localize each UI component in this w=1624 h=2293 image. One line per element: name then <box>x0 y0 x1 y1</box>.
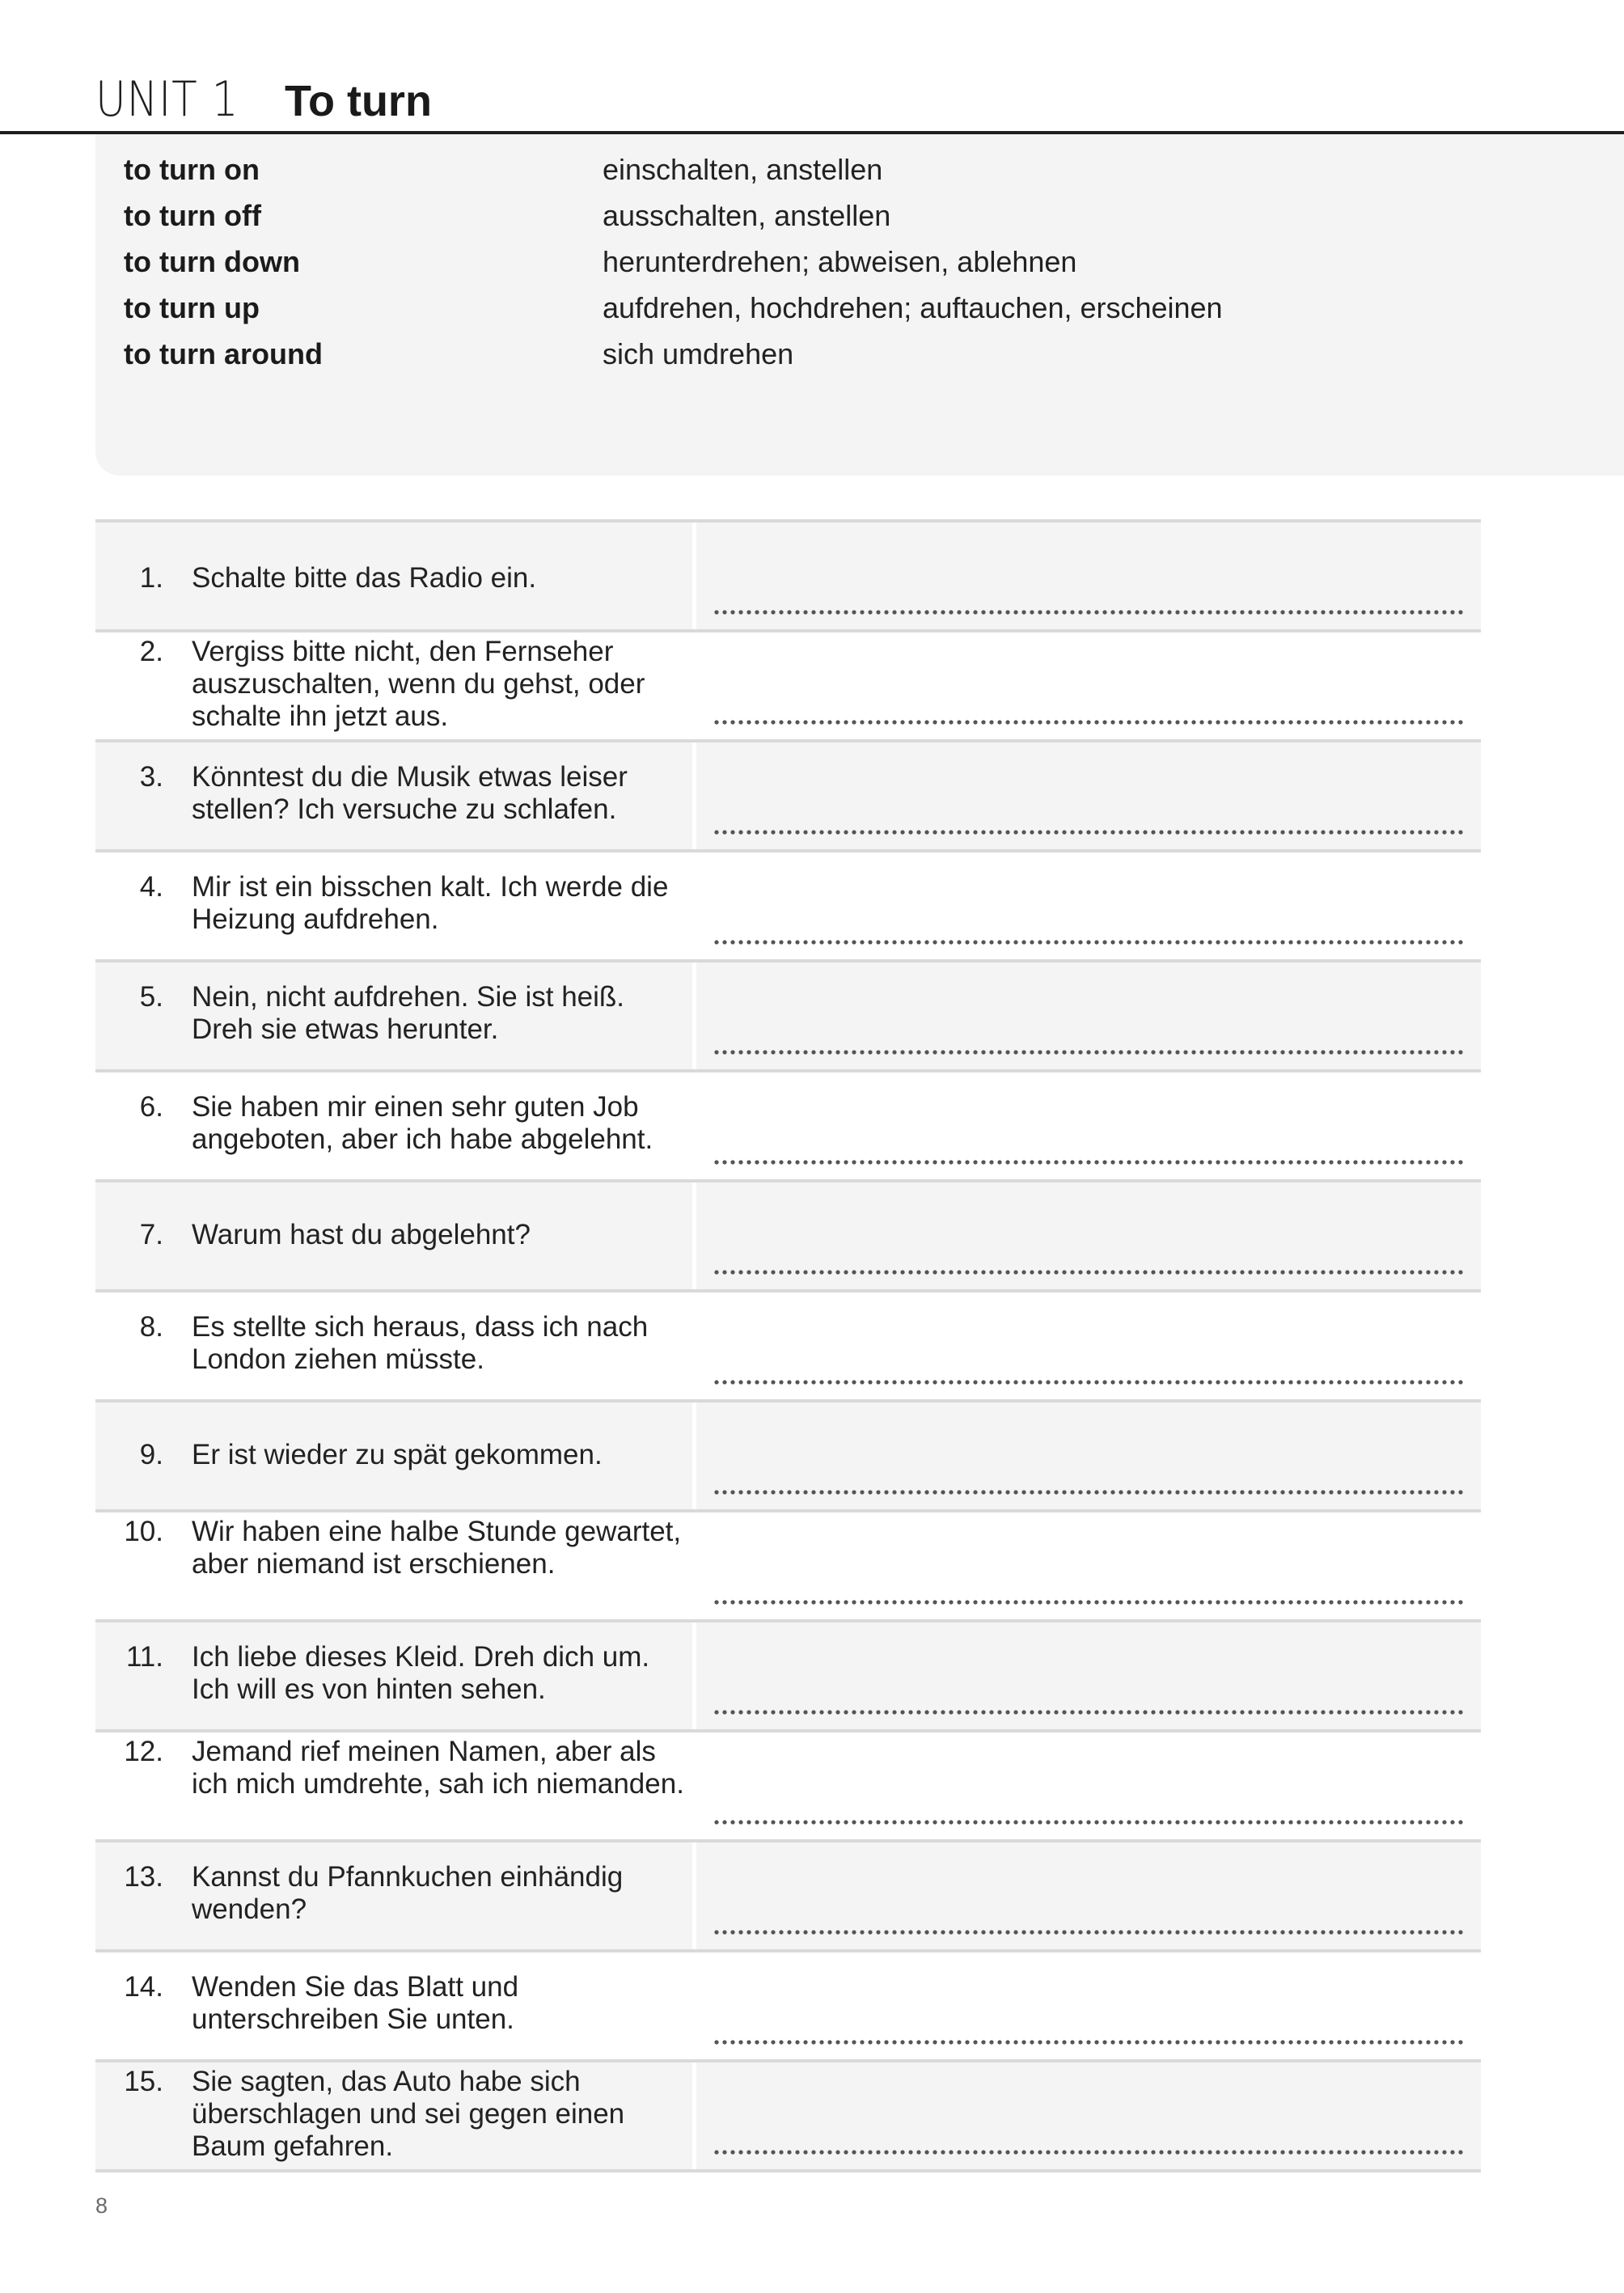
exercise-number: 1. <box>139 562 163 594</box>
answer-cell <box>696 1622 1481 1729</box>
vocab-english: to turn down <box>124 245 300 278</box>
exercise-row <box>95 1402 1481 1512</box>
vocab-german: herunterdrehen; abweisen, ablehnen <box>603 245 1077 278</box>
exercise-prompt-cell <box>95 1952 692 2059</box>
exercise-number: 2. <box>139 636 163 667</box>
exercise-number: 8. <box>139 1311 163 1343</box>
exercise-text: Könntest du die Musik etwas leiser stellen? Ich versuche zu schlafen. <box>192 761 628 825</box>
answer-line[interactable] <box>713 830 1463 835</box>
exercise-prompt-cell <box>95 852 692 959</box>
answer-line[interactable] <box>713 1820 1463 1825</box>
answer-line[interactable] <box>713 1270 1463 1275</box>
answer-cell <box>696 1842 1481 1949</box>
answer-line[interactable] <box>713 1710 1463 1715</box>
exercise-table <box>95 519 1481 2172</box>
exercise-number: 13. <box>124 1861 163 1893</box>
exercise-row <box>95 1622 1481 1732</box>
exercise-row <box>95 1842 1481 1952</box>
exercise-prompt-cell <box>95 522 692 629</box>
answer-line[interactable] <box>713 1600 1463 1605</box>
page-header <box>95 71 432 128</box>
answer-cell <box>696 1512 1481 1619</box>
exercise-number: 4. <box>139 871 163 903</box>
exercise-row <box>95 1512 1481 1622</box>
vocab-row <box>124 192 1580 239</box>
exercise-text: Wenden Sie das Blatt und unterschreiben Sie unten. <box>192 1971 519 2035</box>
exercise-text: Sie sagten, das Auto habe sich überschlagen und sei gegen einen Baum gefahren. <box>192 2066 625 2162</box>
answer-line[interactable] <box>713 720 1463 725</box>
answer-cell <box>696 962 1481 1069</box>
exercise-text: Warum hast du abgelehnt? <box>192 1219 531 1250</box>
exercise-prompt-cell <box>95 1402 692 1509</box>
unit-title: To turn <box>285 77 432 125</box>
vocab-row <box>124 239 1580 285</box>
exercise-row <box>95 2062 1481 2172</box>
vocab-row <box>124 331 1580 377</box>
answer-cell <box>696 1072 1481 1179</box>
exercise-text: Kannst du Pfannkuchen einhändig wenden? <box>192 1861 624 1925</box>
vocab-german: aufdrehen, hochdrehen; auftauchen, erscheinen <box>603 291 1223 324</box>
answer-line[interactable] <box>713 940 1463 945</box>
answer-cell <box>696 1732 1481 1839</box>
answer-line[interactable] <box>713 2150 1463 2155</box>
exercise-text: Er ist wieder zu spät gekommen. <box>192 1439 603 1470</box>
exercise-text: Es stellte sich heraus, dass ich nach London ziehen müsste. <box>192 1311 649 1375</box>
vocab-english: to turn on <box>124 153 260 186</box>
exercise-row <box>95 522 1481 632</box>
exercise-prompt-cell <box>95 1072 692 1179</box>
exercise-row <box>95 1182 1481 1292</box>
exercise-text: Mir ist ein bisschen kalt. Ich werde die Heizung aufdrehen. <box>192 871 669 935</box>
exercise-number: 14. <box>124 1971 163 2003</box>
exercise-row <box>95 1072 1481 1182</box>
exercise-text: Nein, nicht aufdrehen. Sie ist heiß. Dreh sie etwas herunter. <box>192 981 625 1045</box>
unit-label: UNIT 1 <box>95 71 239 128</box>
vocab-english: to turn around <box>124 337 323 370</box>
answer-cell <box>696 2062 1481 2169</box>
exercise-prompt-cell <box>95 1842 692 1949</box>
exercise-prompt-cell <box>95 1732 692 1839</box>
exercise-number: 12. <box>124 1736 163 1767</box>
exercise-prompt-cell <box>95 742 692 849</box>
exercise-number: 3. <box>139 761 163 793</box>
vocab-english: to turn up <box>124 291 260 324</box>
exercise-text: Vergiss bitte nicht, den Fernseher auszuschalten, wenn du gehst, oder schalte ihn jetzt aus. <box>192 636 645 732</box>
exercise-prompt-cell <box>95 962 692 1069</box>
answer-line[interactable] <box>713 610 1463 615</box>
answer-cell <box>696 1292 1481 1399</box>
answer-cell <box>696 1402 1481 1509</box>
exercise-text: Schalte bitte das Radio ein. <box>192 562 537 594</box>
exercise-prompt-cell <box>95 1182 692 1289</box>
exercise-prompt-cell <box>95 1512 692 1619</box>
exercise-number: 7. <box>139 1219 163 1250</box>
exercise-number: 5. <box>139 981 163 1013</box>
answer-cell <box>696 632 1481 739</box>
answer-line[interactable] <box>713 1490 1463 1495</box>
exercise-text: Wir haben eine halbe Stunde gewartet, aber niemand ist erschienen. <box>192 1516 682 1580</box>
vocab-row <box>124 285 1580 331</box>
answer-cell <box>696 1952 1481 2059</box>
exercise-row <box>95 1292 1481 1402</box>
exercise-row <box>95 742 1481 852</box>
answer-line[interactable] <box>713 1160 1463 1165</box>
exercise-row <box>95 852 1481 962</box>
exercise-prompt-cell <box>95 2062 692 2169</box>
answer-line[interactable] <box>713 2040 1463 2045</box>
answer-line[interactable] <box>713 1380 1463 1385</box>
exercise-text: Jemand rief meinen Namen, aber als ich mich umdrehte, sah ich niemanden. <box>192 1736 684 1800</box>
exercise-number: 11. <box>125 1641 163 1673</box>
exercise-number: 15. <box>124 2066 163 2097</box>
exercise-number: 10. <box>124 1516 163 1547</box>
answer-cell <box>696 1182 1481 1289</box>
vocab-german: ausschalten, anstellen <box>603 199 891 232</box>
exercise-row <box>95 1952 1481 2062</box>
exercise-prompt-cell <box>95 1292 692 1399</box>
answer-line[interactable] <box>713 1050 1463 1055</box>
answer-cell <box>696 742 1481 849</box>
vocabulary-box <box>95 134 1624 476</box>
exercise-row <box>95 632 1481 742</box>
vocab-english: to turn off <box>124 199 261 232</box>
exercise-row <box>95 1732 1481 1842</box>
exercise-number: 9. <box>139 1439 163 1470</box>
exercise-prompt-cell <box>95 1622 692 1729</box>
exercise-row <box>95 962 1481 1072</box>
exercise-text: Ich liebe dieses Kleid. Dreh dich um. Ich will es von hinten sehen. <box>192 1641 650 1705</box>
answer-cell <box>696 522 1481 629</box>
vocab-row <box>124 146 1580 192</box>
exercise-prompt-cell <box>95 632 692 739</box>
page-number: 8 <box>95 2194 108 2218</box>
answer-line[interactable] <box>713 1930 1463 1935</box>
vocab-german: sich umdrehen <box>603 337 794 370</box>
vocab-german: einschalten, anstellen <box>603 153 883 186</box>
exercise-number: 6. <box>139 1091 163 1123</box>
exercise-text: Sie haben mir einen sehr guten Job angeboten, aber ich habe abgelehnt. <box>192 1091 653 1155</box>
answer-cell <box>696 852 1481 959</box>
